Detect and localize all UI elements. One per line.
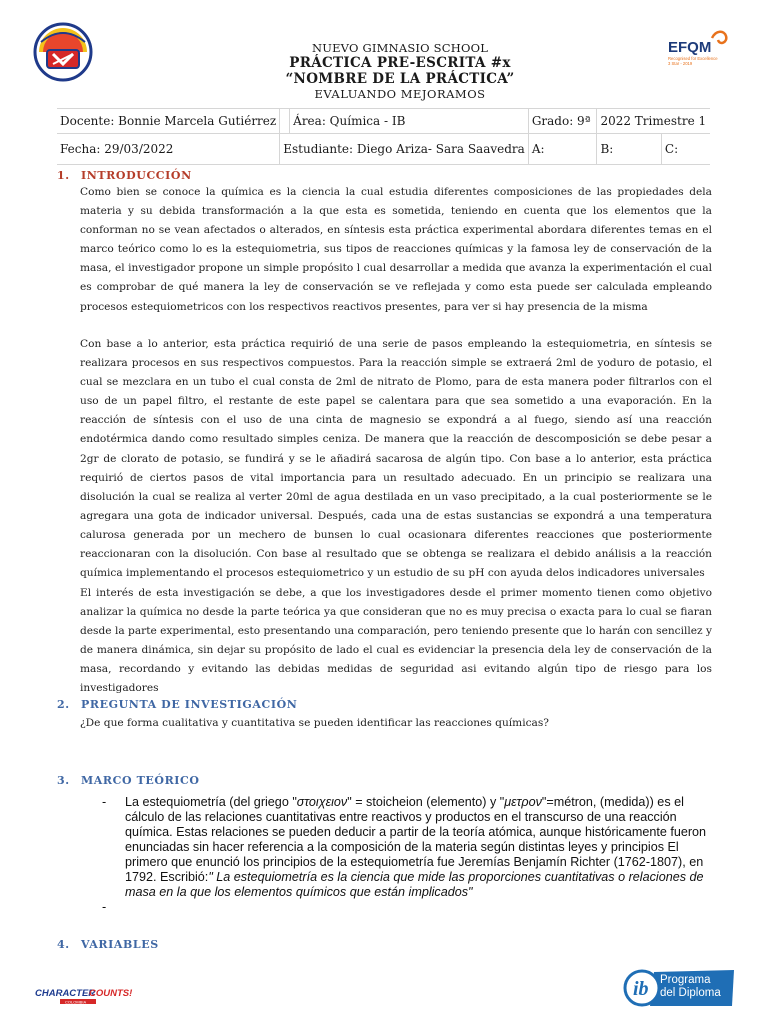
school-name: NUEVO GIMNASIO SCHOOL <box>311 41 489 55</box>
text-run: "=métron, (medida)) es el cálculo de las relaciones cuantitativas entre reactivos y productos en el transcurso de una reacción química. Estas relaciones se pueden deducir a partir de la teoría atómica, aunque históricamente fueron enunciadas sin hacer referencia a la composición de la materia según distintas leyes y principios El primero que enunció los principios de la estequiometría fue Jeremías Benjamín Richter (1762-1807), en 1792. Escribió: <box>125 795 707 884</box>
efqm-logo <box>662 28 734 74</box>
marco-teorico-text <box>125 795 720 900</box>
info-row <box>57 109 710 134</box>
school-logo <box>33 22 93 82</box>
section-title: VARIABLES <box>81 938 159 951</box>
document-header <box>200 41 600 101</box>
intro-paragraph-2: Con base a lo anterior, esta práctica requirió de una serie de pasos empleando la estequiometria, en síntesis se realizara procesos en sus respectivos compuestos. Para la reacción simple se extraerá 2ml de yoduro de potasio, el cual se mezclara en un tubo el cual consta de 2ml de nitrato de Plomo, para de esta manera poder filtrarlos con el uso de un papel filtro, el restante de este papel se calentara para que sea sometido a una evaporación. En la reacción de síntesis con el uso de una cinta de magnesio se expondrá a al fuego, siendo así una reacción endotérmica dando como resultado simples ceniza. De manera que la reacción de descomposición se debe pesar a 2gr de clorato de potasio, se fundirá y se le añadirá sacarosa de algún tipo. Con base a lo anterior, esta práctica requirió de ciertos pasos de vital importancia para un resultado adecuado. En un principio se realizara una disolución la cual se realiza al verter 20ml de agua destilada en un vaso precipitado, a la cual posteriormente se le agregara una gota de indicador universal. Después, cada una de estas sustancias se expondrá a una temperatura calurosa generada por un mechero de bunsen lo cual ocasionara diferentes reacciones que posteriormente reaccionaran con la disolución. Con base al resultado que se obtenga se realizara el debido análisis a la reacción química implementando el procesos estequiometrico y un estudio de su pH con ayuda delos indicadores universales <box>80 338 712 580</box>
section-title: PREGUNTA DE INVESTIGACIÓN <box>81 698 298 711</box>
section-number: 2. <box>57 698 70 711</box>
intro-paragraph-1: Como bien se conoce la química es la ciencia la cual estudia diferentes composiciones de las propiedades dela materia y su debida transformación a la que esta es sometida, teniendo en cuenta que los elementos que la conforman no se vean afectados o alterados, en síntesis esta práctica experimental abordara diferentes temas en el marco teórico como lo es la estequiometria, sus tipos de reacciones químicas y la famosa ley de conservación de la masa, el investigador propone un simple propósito l cual desarrollar a medida que avanza la experimentación el cual es comprobar de qué manera la ley de conservación se ve reflejada y como esta puede ser calculada empleando procesos estequiometricos con los respectivos reactivos presentes, para ver si hay presencia de la misma <box>80 186 712 313</box>
section-number: 3. <box>57 774 70 787</box>
bullet-dash: - <box>102 900 107 914</box>
score-b-cell: B: <box>597 134 661 165</box>
info-row <box>57 134 710 165</box>
score-a-cell: A: <box>528 134 597 165</box>
ib-line-1: Programa <box>660 974 711 986</box>
svg-text:ib: ib <box>633 978 649 1000</box>
section-number: 1. <box>57 169 70 182</box>
svg-text:Recognised for Excellence: Recognised for Excellence <box>668 56 718 61</box>
practice-title: PRÁCTICA PRE-ESCRITA #x <box>289 55 511 71</box>
section-heading-marco-teorico <box>57 774 200 787</box>
score-c-cell: C: <box>661 134 710 165</box>
research-question: ¿De que forma cualitativa y cuantitativa se pueden identificar las reacciones químicas? <box>80 717 549 729</box>
svg-text:COUNTS!: COUNTS! <box>89 988 133 999</box>
list-item <box>100 795 720 900</box>
section-heading-pregunta <box>57 698 297 711</box>
year-term-cell: 2022 Trimestre 1 <box>597 109 710 134</box>
students-cell: Estudiante: Diego Ariza- Sara Saavedra <box>280 134 529 165</box>
ib-line-2: del Diploma <box>660 987 721 999</box>
text-run: La estequiometría (del griego " <box>125 795 297 809</box>
section-title: MARCO TEÓRICO <box>81 774 200 787</box>
svg-text:COLOMBIA: COLOMBIA <box>65 999 87 1005</box>
richter-quote: " La estequiometría es la ciencia que mide las proporciones cuantitativas o relaciones de masa en la que los elementos químicos que están implicados" <box>125 870 704 899</box>
section-heading-variables <box>57 938 159 951</box>
section-title: INTRODUCCIÓN <box>81 169 192 182</box>
bullet-dash: - <box>102 795 107 809</box>
area-cell: Área: Química - IB <box>290 109 529 134</box>
greek-term: στοιχειον <box>296 795 348 809</box>
text-run: " = stoicheion (elemento) y " <box>347 795 505 809</box>
section-number: 4. <box>57 938 70 951</box>
intro-paragraph-3: El interés de esta investigación se debe, a que los investigadores desde el primer momento tienen como objetivo analizar la química no desde la parte teórica ya que consideran que no es muy precisa o exacta para lo cual se fiaran desde la parte experimental, esto presentando una comparación, pero teniendo presente que lo harán con sencillez y de manera dinámica, sin dejar su propósito de lado el cual es evidenciar la presencia dela ley de conservación de la masa, recordando y evitando las debidas medidas de seguridad asi evitando algún tipo de riesgo para los investigadores <box>80 587 712 695</box>
subtitle: EVALUANDO MEJORAMOS <box>314 87 486 101</box>
list-item <box>100 900 720 916</box>
info-table <box>57 108 710 165</box>
svg-text:EFQM: EFQM <box>668 39 712 56</box>
teacher-cell: Docente: Bonnie Marcela Gutiérrez <box>57 109 280 134</box>
greek-term: μετρον <box>504 795 542 809</box>
svg-text:3 Star - 2019: 3 Star - 2019 <box>668 61 693 66</box>
marco-teorico-list <box>100 795 720 916</box>
practice-name: “NOMBRE DE LA PRÁCTICA” <box>285 71 515 87</box>
grade-cell: Grado: 9ª <box>528 109 597 134</box>
section-heading-introduccion <box>57 169 192 182</box>
date-cell: Fecha: 29/03/2022 <box>57 134 280 165</box>
ib-programme-label <box>660 974 721 1000</box>
character-counts-logo <box>34 984 133 1006</box>
svg-text:CHARACTER: CHARACTER <box>35 988 96 999</box>
